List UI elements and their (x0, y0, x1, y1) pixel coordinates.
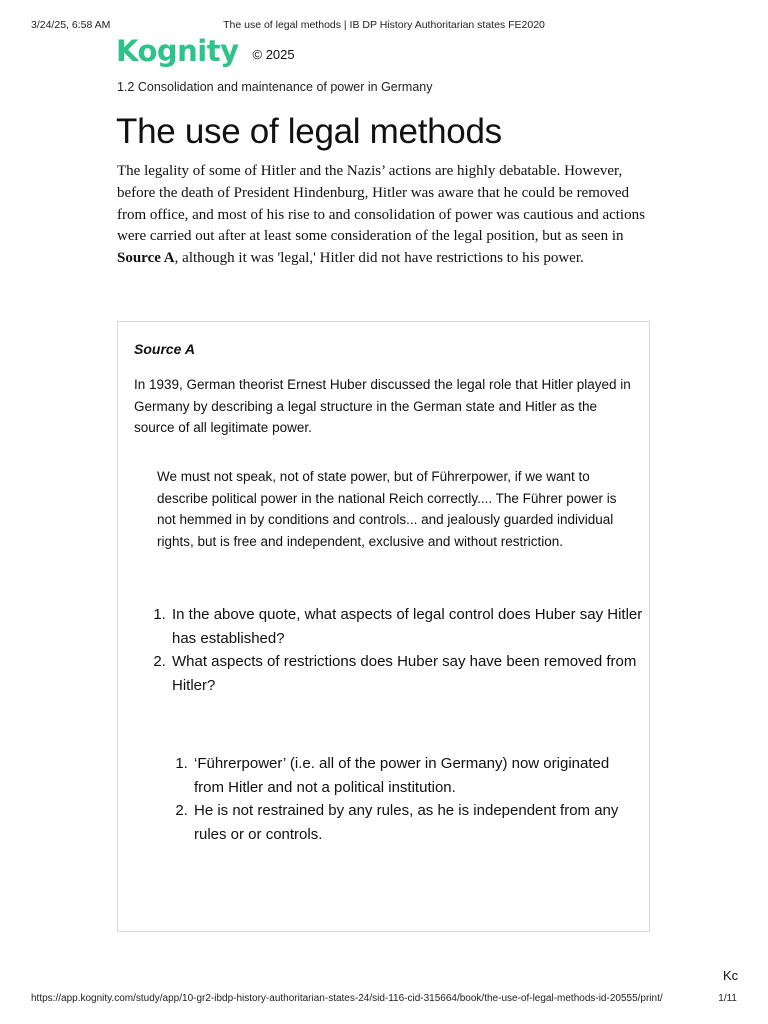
copyright-text: © 2025 (252, 47, 295, 62)
question-item: 1. In the above quote, what aspects of legal control does Huber say Hitler has established? (170, 603, 656, 650)
cut-off-logo-text: Kc (723, 968, 739, 983)
source-description: In 1939, German theorist Ernest Huber discussed the legal role that Hitler played in Germany by describing a legal structure in the German state and Hitler as the source of all legitimate power. (134, 377, 631, 435)
answer-item: 1. ‘Führerpower’ (i.e. all of the power in Germany) now originated from Hitler and not a political institution. (192, 752, 622, 799)
print-page-title: The use of legal methods | IB DP History Authoritarian states FE2020 (223, 19, 545, 31)
source-quote: We must not speak, not of state power, but of Führerpower, if we want to describe political power in the national Reich correctly.... The Führer power is not hemmed in by conditions and controls... and jealously guarded individual rights, but is free and independent, exclusive and without restriction. (157, 469, 617, 550)
source-title: Source A (134, 341, 195, 357)
intro-text-part1: The legality of some of Hitler and the Nazis’ actions are highly debatable. However, before the death of President Hindenburg, Hitler was aware that he could be removed from office, and most of his rise to and consolidation of power was cautious and actions were carried out after at least some consideration of the legal position, but as seen in (117, 163, 645, 245)
intro-source-reference: Source A (117, 250, 175, 267)
intro-paragraph (117, 161, 657, 270)
print-url: https://app.kognity.com/study/app/10-gr2-ibdp-history-authoritarian-states-24/sid-116-cid-315664/book/the-use-of-legal-methods-id-20555/print/ (31, 993, 663, 1004)
question-item: 2. What aspects of restrictions does Huber say have been removed from Hitler? (170, 650, 656, 697)
answer-list (172, 752, 622, 846)
source-a-box (117, 321, 650, 932)
answer-item: 2. He is not restrained by any rules, as he is independent from any rules or or controls. (192, 799, 622, 846)
print-datetime: 3/24/25, 6:58 AM (31, 19, 111, 31)
breadcrumb: 1.2 Consolidation and maintenance of power in Germany (117, 80, 433, 94)
kognity-logo[interactable]: Kognity (116, 34, 239, 68)
brand-header (116, 34, 295, 68)
page-title: The use of legal methods (116, 112, 502, 151)
intro-text-part2: , although it was 'legal,' Hitler did not have restrictions to his power. (174, 250, 584, 267)
question-list (150, 603, 656, 697)
page-number: 1/11 (718, 993, 737, 1004)
